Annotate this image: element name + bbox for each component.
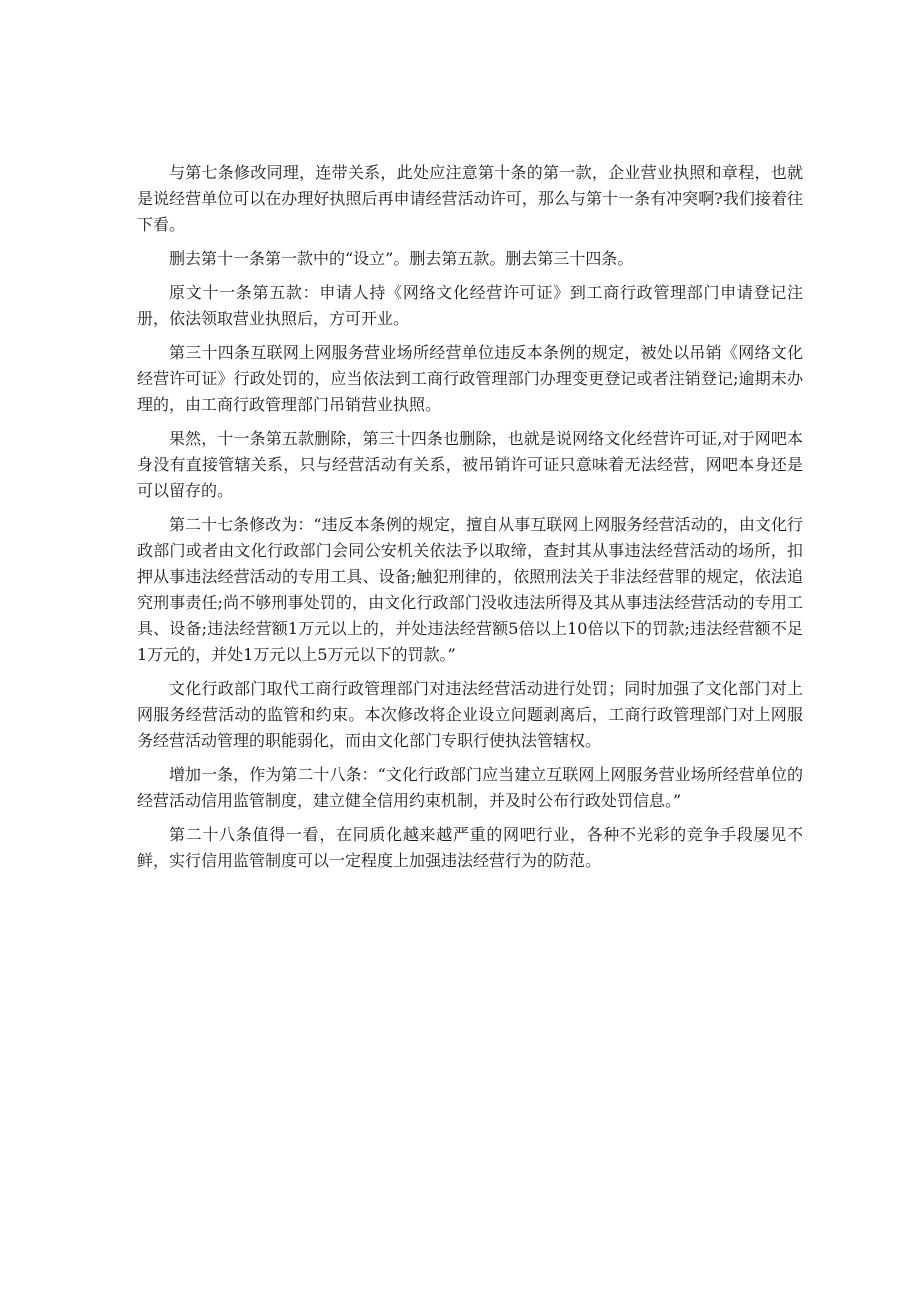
paragraph-9: 第二十八条值得一看，在同质化越来越严重的网吧行业，各种不光彩的竞争手段屡见不鲜，实行信用监管制度可以一定程度上加强违法经营行为的防范。: [137, 825, 803, 870]
paragraph-4: 第三十四条互联网上网服务营业场所经营单位违反本条例的规定，被处以吊销《网络文化经营许可证》行政处罚的，应当依法到工商行政管理部门办理变更登记或者注销登记;逾期未办理的，由工商行政管理部门吊销营业执照。: [137, 343, 803, 414]
paragraph-8: 增加一条，作为第二十八条：“文化行政部门应当建立互联网上网服务营业场所经营单位的经营活动信用监管制度，建立健全信用约束机制，并及时公布行政处罚信息。”: [137, 765, 803, 810]
paragraph-5: 果然，十一条第五款删除，第三十四条也删除，也就是说网络文化经营许可证,对于网吧本身没有直接管辖关系，只与经营活动有关系，被吊销许可证只意味着无法经营，网吧本身还是可以留存的。: [137, 429, 803, 500]
paragraph-6: 第二十七条修改为：“违反本条例的规定，擅自从事互联网上网服务经营活动的，由文化行政部门或者由文化行政部门会同公安机关依法予以取缔，查封其从事违法经营活动的场所，扣押从事违法经营活动的专用工具、设备;触犯刑律的，依照刑法关于非法经营罪的规定，依法追究刑事责任;尚不够刑事处罚的，由文化行政部门没收违法所得及其从事违法经营活动的专用工具、设备;违法经营额1万元以上的，并处违法经营额5倍以上10倍以下的罚款;违法经营额不足1万元的，并处1万元以上5万元以下的罚款。”: [137, 515, 803, 664]
paragraph-3: 原文十一条第五款：申请人持《网络文化经营许可证》到工商行政管理部门申请登记注册，依法领取营业执照后，方可开业。: [137, 283, 803, 328]
paragraph-2: 删去第十一条第一款中的“设立”。删去第五款。删去第三十四条。: [169, 249, 634, 268]
paragraph-1: 与第七条修改同理，连带关系，此处应注意第十条的第一款，企业营业执照和章程，也就是说经营单位可以在办理好执照后再申请经营活动许可，那么与第十一条有冲突啊?我们接着往下看。: [137, 163, 803, 234]
paragraph-7: 文化行政部门取代工商行政管理部门对违法经营活动进行处罚；同时加强了文化部门对上网服务经营活动的监管和约束。本次修改将企业设立问题剥离后，工商行政管理部门对上网服务经营活动管理的职能弱化，而由文化部门专职行使执法管辖权。: [137, 679, 803, 750]
document-body: [137, 160, 803, 882]
